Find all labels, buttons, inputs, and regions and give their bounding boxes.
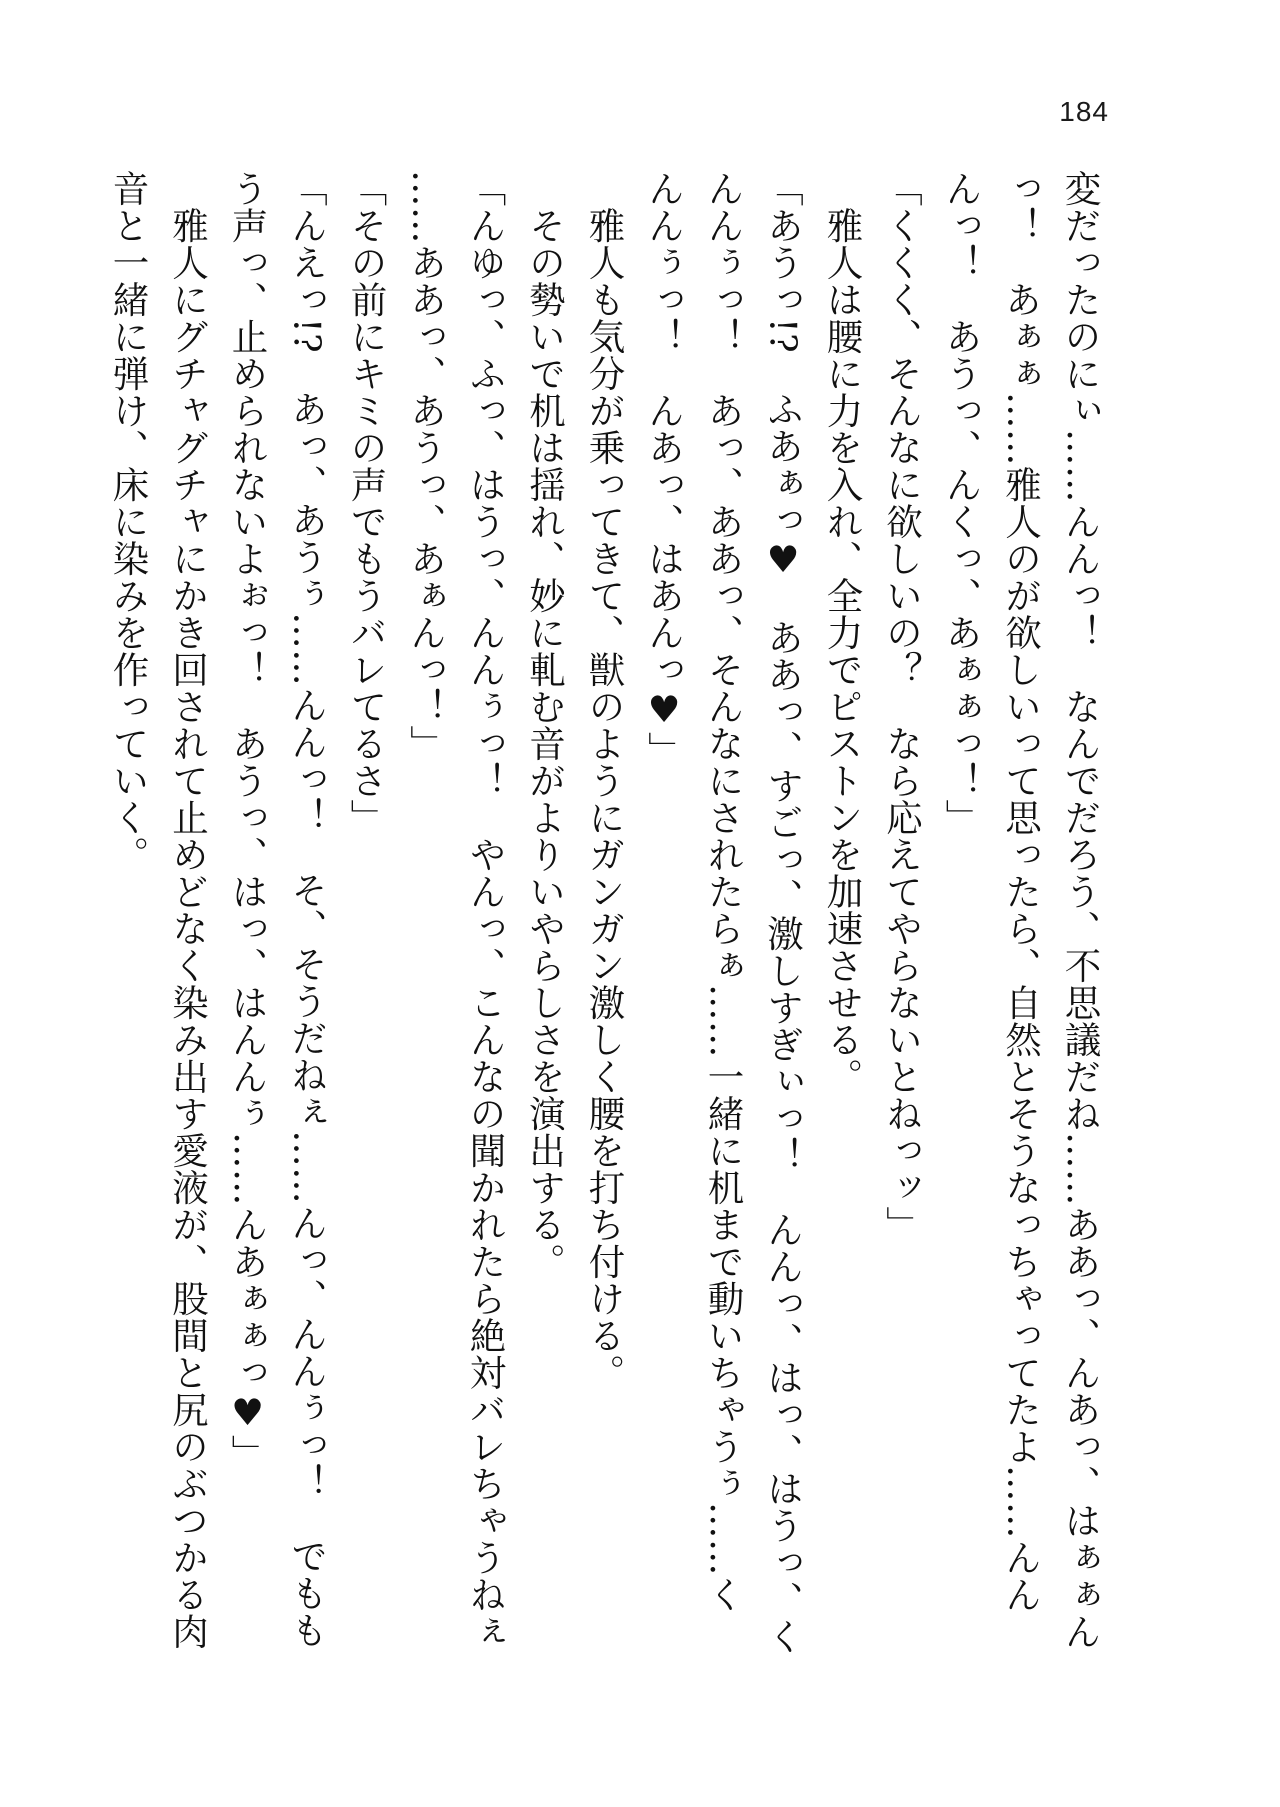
- page-number: 184: [1059, 96, 1109, 127]
- text-line: 「んゆっ、ふっ、はうっ、んんぅっ！ やんっ、こんなの聞かれたら絶対バレちゃうねぇ: [464, 170, 507, 1650]
- text-line: う声っ、止められないよぉっ！ あうっ、はっ、はんんぅ……んあぁぁっ♥」: [226, 170, 269, 1472]
- text-line: んんぅっ！ あっ、ああっ、そんなにされたらぁ……一緒に机まで動いちゃうぅ……く: [702, 170, 745, 1613]
- text-line: 雅人にグチャグチャにかき回されて止めどなく染み出す愛液が、股間と尻のぶつかる肉: [166, 170, 210, 1650]
- text-line: 雅人は腰に力を入れ、全力でピストンを加速させる。: [821, 170, 864, 1095]
- text-line: 変だったのにぃ……んんっ！ なんでだろう、不思議だね……ああっ、んあっ、はぁぁん: [1059, 170, 1102, 1650]
- text-line: 「その前にキミの声でもうバレてるさ」: [345, 170, 388, 836]
- text-line: ……ああっ、あうっ、あぁんっ！」: [404, 170, 448, 762]
- text-line: 「あうっ!? ふあぁっ♥ ああっ、すごっ、激しすぎぃっ！ んんっ、はっ、はうっ、く: [761, 170, 805, 1655]
- text-line: 音と一緒に弾け、床に染みを作っていく。: [107, 170, 150, 873]
- text-line: 「くくく、そんなに欲しいの？ なら応えてやらないとねっッ」: [880, 170, 924, 1243]
- text-line: その勢いで机は揺れ、妙に軋む音がよりいやらしさを演出する。: [523, 170, 567, 1280]
- text-line: んんぅっ！ んあっ、はあんっ♥」: [642, 170, 686, 769]
- vertical-body-text: [107, 170, 1110, 1750]
- text-line: っ！ あぁぁ……雅人のが欲しいって思ったら、自然とそうなっちゃってたよ……んん: [999, 170, 1043, 1613]
- text-line: 「んえっ!? あっ、あうぅ……んんっ！ そ、そうだねぇ……んっ、んんぅっ！ でもも: [285, 170, 329, 1649]
- text-line: んっ！ あうっ、んくっ、あぁぁっ！」: [940, 170, 983, 836]
- text-line: 雅人も気分が乗ってきて、獣のようにガンガン激しく腰を打ち付ける。: [583, 170, 626, 1391]
